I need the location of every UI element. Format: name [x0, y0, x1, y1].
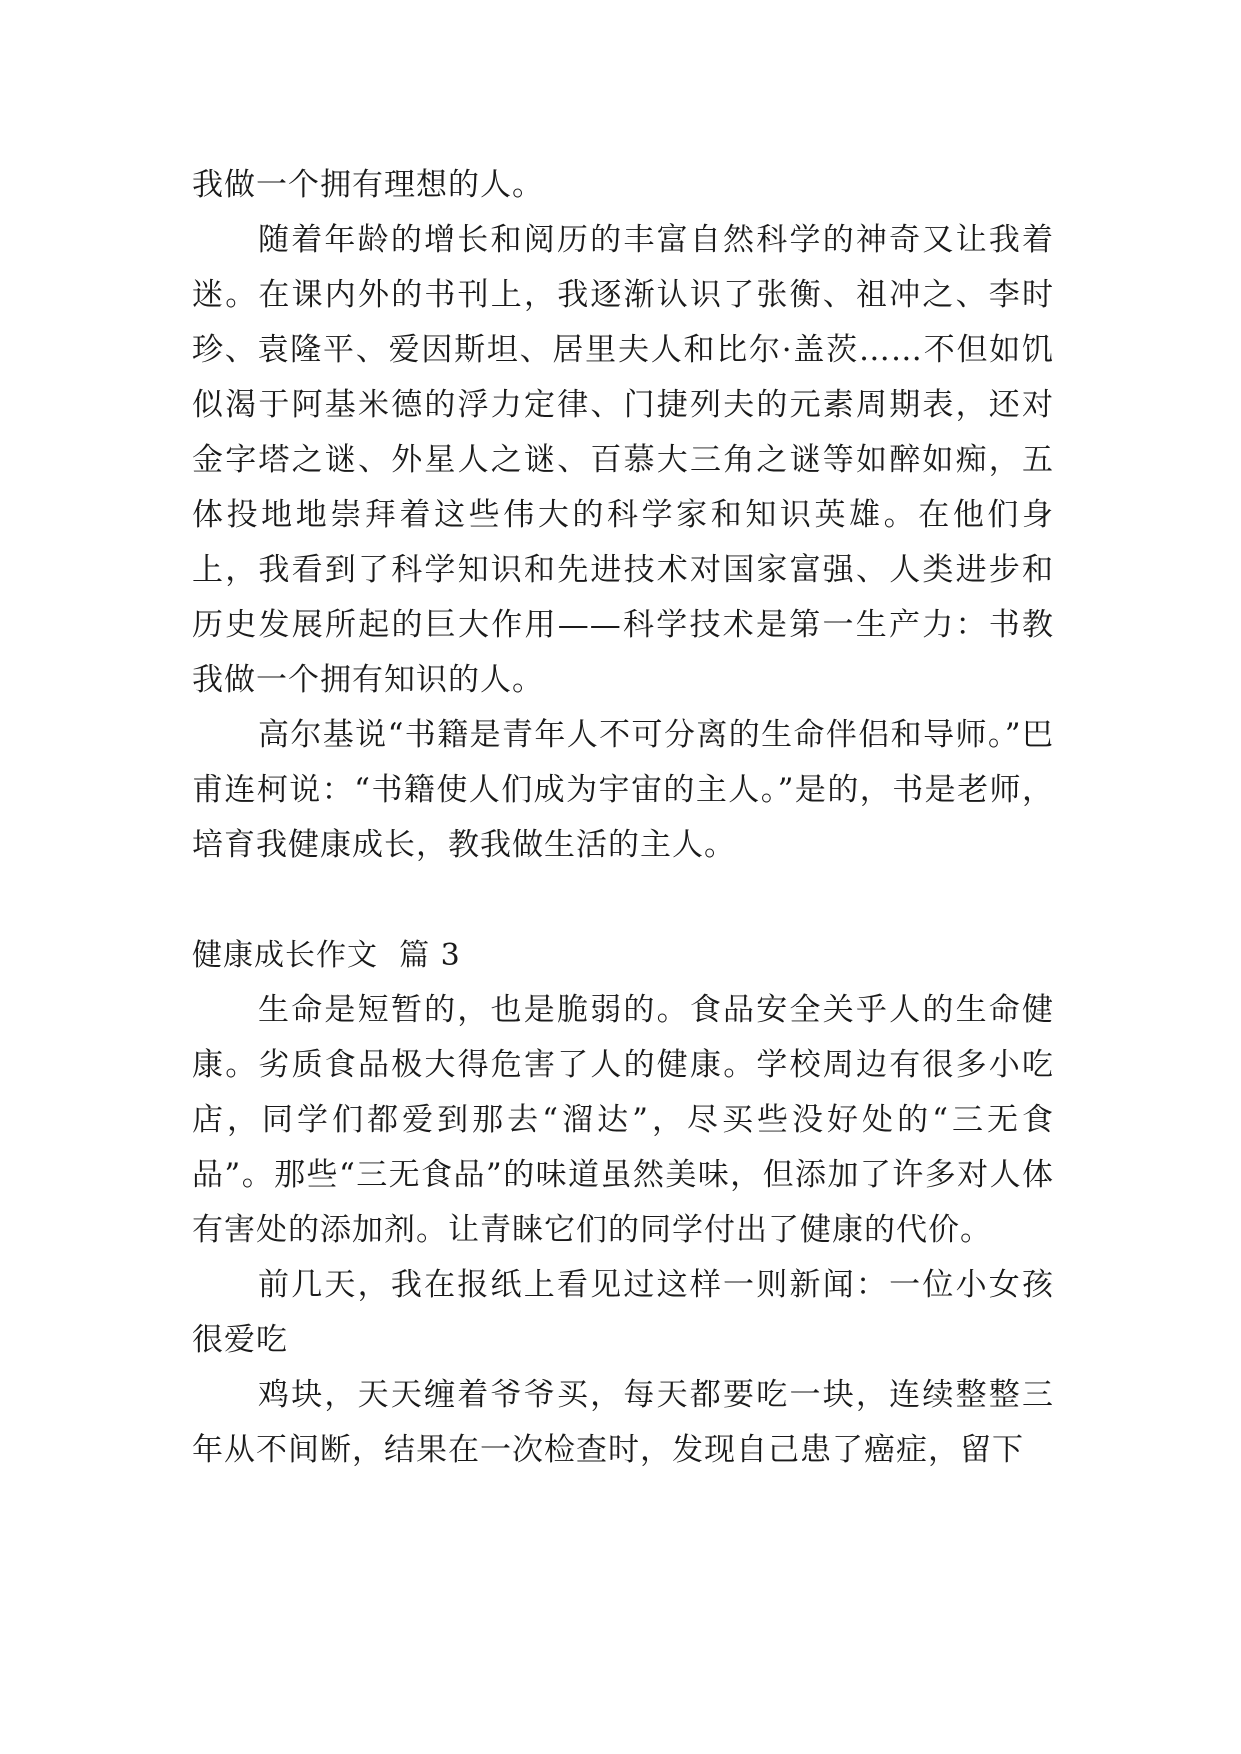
section-paragraph-3: 鸡块，天天缠着爷爷买，每天都要吃一块，连续整整三年从不间断，结果在一次检查时，发现自己患了癌症，留下	[192, 1377, 1054, 1468]
section-heading: 健康成长作文 篇 3	[192, 938, 461, 973]
paragraph-3: 高尔基说“书籍是青年人不可分离的生命伴侣和导师。”巴甫连柯说：“书籍使人们成为宇宙的主人。”是的，书是老师，培育我健康成长，教我做生活的主人。	[192, 717, 1054, 863]
paragraph-2: 随着年龄的增长和阅历的丰富自然科学的神奇又让我着迷。在课内外的书刊上，我逐渐认识了张衡、祖冲之、李时珍、袁隆平、爱因斯坦、居里夫人和比尔·盖茨……不但如饥似渴于阿基米德的浮力定律、门捷列夫的元素周期表，还对金字塔之谜、外星人之谜、百慕大三角之谜等如醉如痴，五体投地地崇拜着这些伟大的科学家和知识英雄。在他们身上，我看到了科学知识和先进技术对国家富强、人类进步和历史发展所起的巨大作用——科学技术是第一生产力：书教我做一个拥有知识的人。	[192, 222, 1054, 698]
document-body	[192, 158, 1054, 1478]
section-paragraph-2: 前几天，我在报纸上看见过这样一则新闻：一位小女孩很爱吃	[192, 1267, 1054, 1358]
section-paragraph-1: 生命是短暂的，也是脆弱的。食品安全关乎人的生命健康。劣质食品极大得危害了人的健康。学校周边有很多小吃店，同学们都爱到那去“溜达”，尽买些没好处的“三无食品”。那些“三无食品”的味道虽然美味，但添加了许多对人体有害处的添加剂。让青睐它们的同学付出了健康的代价。	[192, 992, 1054, 1248]
paragraph-1: 我做一个拥有理想的人。	[192, 167, 544, 203]
